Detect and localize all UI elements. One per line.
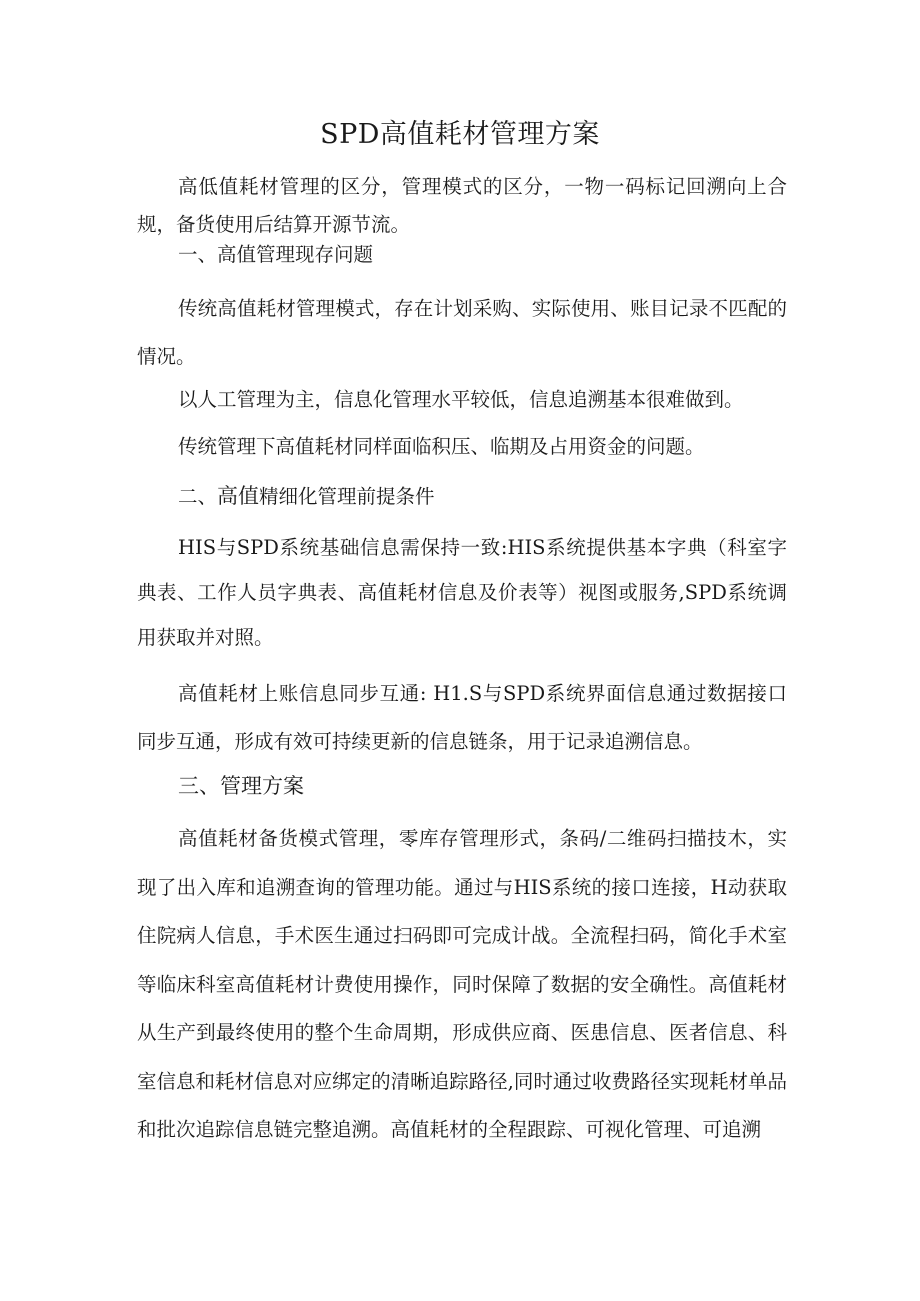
section-3-heading-emphasis: 管理方案 — [220, 774, 304, 798]
section-3-heading — [178, 767, 778, 805]
intro-paragraph: 高低值耗材管理的区分，管理模式的区分，一物一码标记回溯向上合规，备货使用后结算开源节流。 — [137, 175, 787, 236]
section-1-paragraph-1: 传统高值耗材管理模式，存在计划采购、实际使用、账目记录不匹配的情况。 — [137, 297, 787, 368]
document-title: SPD高值耗材管理方案 — [320, 119, 600, 150]
section-2-heading-rest: 精细化管理前提条件 — [259, 485, 435, 508]
section-2-heading-emphasis: 高值 — [217, 484, 260, 508]
section-3-paragraph-1: 高值耗材备货模式管理，零库存管理形式，条码/二维码扫描技木，实现了出入库和追溯查询的管理功能。通过与HIS系统的接口连接，H动获取住院病人信息，手术医生通过扫码即可完成计战。全流程扫码，简化手术室等临床科室高值耗材计费使用操作，同时保障了数据的安全确性。高值耗材从生产到最终使用的整个生命周期，形成供应商、医患信息、医者信息、科室信息和耗材信息对应绑定的清晰追踪路径,同时通过收费路径实现耗材单品和批次追踪信息链完整追溯。高值耗材的全程跟踪、可视化管理、可追溯 — [137, 827, 787, 1141]
section-1-heading: 一、高值管理现存问题 — [178, 243, 374, 266]
section-1-paragraph-2: 以人工管理为主，信息化管理水平较低，信息追溯基本很难做到。 — [178, 388, 744, 411]
section-2-paragraph-2: 高值耗材上账信息同步互通: H1.S与SPD系统界面信息通过数据接口同步互通，形成有效可持续更新的信息链条，用于记录追溯信息。 — [137, 682, 787, 753]
section-2-paragraph-1: HIS与SPD系统基础信息需保持一致:HIS系统提供基本字典（科室字典表、工作人员字典表、高值耗材信息及价表等）视图或服务,SPD系统调用获取并对照。 — [137, 536, 787, 649]
section-3-heading-number: 三、 — [178, 774, 220, 798]
section-2-heading — [178, 477, 778, 516]
section-1-paragraph-3: 传统管理下高值耗材同样面临积压、临期及占用资金的问题。 — [178, 435, 705, 458]
section-2-heading-number: 二、 — [178, 485, 218, 508]
